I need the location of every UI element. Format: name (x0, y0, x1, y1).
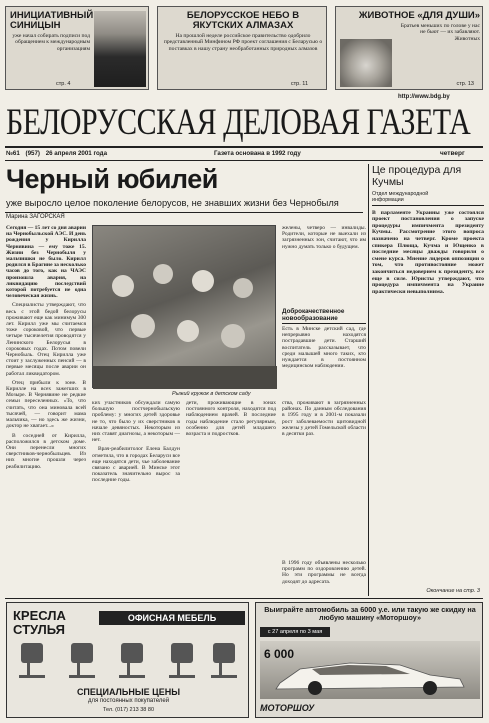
ad-footer: для постоянных покупателей (87, 698, 170, 704)
teaser-3[interactable] (335, 6, 483, 90)
teaser-page: стр. 13 (456, 81, 474, 87)
lead-headline[interactable]: Черный юбилей (6, 164, 218, 194)
side-box-title: Доброкачественное новообразование (282, 308, 366, 324)
article-paragraph: Специалисты утверждают, что весь с этой бедой белорусы проживают еще как минимум 300 лет. Кирилл уже мы считаемся тоже сороковой, что первые четыре тысячелетия проводятся у Ленинского Белорусья в сороковых годах. Потом повели Чернобыль. Отец Кирилла уже стоит у заслуженных пенсий — в первые месяцы после аварии он работал ликвидатором. (6, 302, 86, 377)
ad-banner: ОФИСНАЯ МЕБЕЛЬ (99, 611, 245, 625)
furniture-ad[interactable] (6, 602, 249, 718)
article-paragraph: дети, проживающие в зонах постоянного контроля, находятся под наблюдением врачей. В последние годы наблюдение стало регулярным, особенно для детей младшего возраста и подростков. (186, 400, 276, 438)
chairs-illustration (13, 639, 243, 683)
teaser-title: БЕЛОРУССКОЕ НЕБО В ЯКУТСКИХ АЛМАЗАХ (186, 10, 300, 31)
right-headline[interactable]: Це процедура для Кучмы (372, 164, 462, 188)
subhead-rule (5, 212, 363, 213)
issue-rule (5, 160, 483, 161)
author-byline: Марина ЗАГОРСКАЯ (6, 214, 65, 220)
car-ad-headline: Выиграйте автомобиль за 6000 у.е. или такую же скидку на любую машину «Моторшоу» (264, 605, 476, 623)
article-paragraph: ства, проживают в загрязненных районах. По данным обследования в 1995 году и в 2001-м показали рост заболеваемости щитовидной железы у детей Гомельской области в десятки раз. (282, 400, 366, 438)
car-ad[interactable] (255, 602, 483, 718)
side-box-text: Есть в Минске детский сад, где непрерывно находятся пострадавшие дети. Старший воспитатель рассказывает, что среди малышей много таких, кто нуждается в постоянном медицинском наблюдении. (282, 326, 366, 370)
masthead (6, 100, 483, 144)
article-paragraph: Отец прибыли к зоне. В Кирилле на всех зажегших в Мозыре. В Чернявине не редкие семьи переселенных. «То, что считать, что она миновала всей тысячей, — говорит мама мальчика, — но здесь же жизни, доктор не хватает...» (6, 379, 86, 430)
article-column-3 (186, 400, 276, 596)
right-column (372, 164, 484, 596)
article-paragraph: Врач-реабилитолог Елена Балдун отметила, что в городах Беларуси все еще находятся дети, чье заболевание связано с аварией. В Минске этот показатель значительно вырос за последние годы. (92, 446, 180, 484)
article-paragraph: желены, четверо — инвалиды. Родители, которые не выехали из загрязненных зон, считают, что им нужно думать только о будущем. (282, 225, 366, 250)
ad-title: КРЕСЛА СТУЛЬЯ (13, 608, 66, 637)
children-photo-figures (93, 226, 277, 389)
side-box (282, 308, 366, 396)
right-text: В парламенте Украины уже состоялся проект постановления о запуске процедуры импичмента президенту Кучмы. Рассмотрение этого вопроса назначено на четверг. Кроме проекта спикера Плюща, Кучма и Ющенко в последние месяцы дважды говорили о смене курса. Мнение лидеров оппозиции о том, что противостояние может закончиться недоверием к президенту, все еще в силе. Юристы утверждают, что процедура импичмента на Украине практически невыполнима. (372, 209, 484, 295)
issue-date: 26 апреля 2001 года (45, 150, 108, 157)
car-ad-logo: МОТОРШОУ (260, 703, 315, 713)
teaser-title: ЖИВОТНОЕ «ДЛЯ ДУШИ» (358, 10, 480, 21)
car-ad-badge: с 27 апреля по 3 мая (260, 627, 330, 637)
teaser-title: ИНИЦИАТИВНЫЙ СИНИЦЫН (10, 10, 94, 31)
continued-note[interactable]: Окончание на стр. 3 (426, 588, 480, 594)
teaser-page: стр. 11 (290, 81, 308, 87)
article-paragraph: ких участников обсуждали самую большую постчернобыльскую проблему: у многих детей здоровье не то, что было у их сверстников в начале девяностых. Некоторым из них ставят диагнозы, а некоторым — нет. (92, 400, 180, 444)
newspaper-title: БЕЛОРУССКАЯ ДЕЛОВАЯ ГАЗЕТА (6, 101, 471, 142)
teaser-text: На прошлой неделе российское правительство одобрило представленный Минфином РФ проект соглашения с Беларусью о поставках в нашу страну необработанных природных алмазов (163, 33, 323, 52)
lead-subhead: уже выросло целое поколение белорусов, не знавших жизни без Чернобыля (6, 198, 339, 208)
issue-number: №61 (6, 150, 20, 157)
ad-subtitle: СПЕЦИАЛЬНЫЕ ЦЕНЫ (76, 687, 181, 697)
teaser-text: Братьев меньших по голове у нас не бьют — их забавляют. Животных (400, 23, 480, 42)
ads-rule (5, 598, 483, 599)
article-column-5 (282, 225, 366, 305)
issue-total: (957) (25, 150, 40, 157)
children-photo (92, 225, 276, 388)
car-ad-price: 6 000 (264, 647, 295, 661)
article-column-6 (282, 560, 366, 596)
right-byline: Отдел международной информации (372, 191, 429, 203)
teaser-2[interactable] (157, 6, 327, 90)
website-url[interactable]: http://www.bdg.by (398, 94, 450, 100)
ad-phone: Тел. (017) 213 38 80 (102, 707, 155, 713)
article-lead-paragraph: Сегодня — 15 лет со дня аварии на Чернобыльской АЭС. И день рождения у Кирилла Чернявина — ему тоже 15. Жизни без Чернобыля у мальчишки не было. Кирилл родился в Брагине за несколько часов до того, как на ЧАЭС произошла авария, на ликвидацию последствий которой потребуется не одна человеческая жизнь. (6, 225, 86, 300)
article-paragraph: В соседней от Кирилла, расположился в детском доме. Они перенесли многих сверстников-чернобыльцев. Из них многие прошли через реабилитацию. (6, 432, 86, 470)
teaser-text: уже начал собирать подписи под обращением к международным организациям (12, 33, 90, 52)
masthead-rule (5, 146, 483, 148)
weekday: четверг (440, 150, 465, 157)
article-paragraph: В 1996 году объявлены несколько программ по оздоровлению детей. Но эти программы не всегда доходят до адресата. (282, 560, 366, 585)
article-column-2 (92, 400, 180, 596)
teaser-1[interactable] (5, 6, 149, 90)
article-column-1 (6, 225, 86, 595)
photo-caption: Рыжий кружок в детском саду (172, 391, 251, 397)
issue-line (6, 150, 107, 157)
founded-note: Газета основана в 1992 году (214, 150, 301, 157)
portrait-photo (94, 11, 146, 87)
column-divider (368, 164, 369, 596)
cat-photo (340, 39, 392, 87)
teaser-page: стр. 4 (56, 81, 71, 87)
